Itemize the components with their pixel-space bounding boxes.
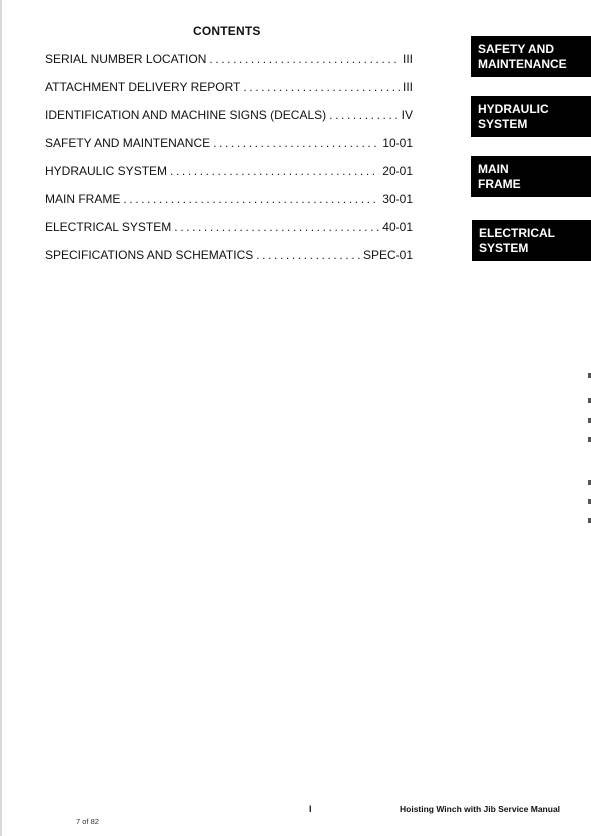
- toc-entry-label: SPECIFICATIONS AND SCHEMATICS: [45, 248, 254, 262]
- toc-leader-dots: [174, 220, 379, 234]
- tab-label-line2: FRAME: [478, 176, 521, 191]
- toc-entry-label: ELECTRICAL SYSTEM: [45, 220, 172, 234]
- toc-entry-label: HYDRAULIC SYSTEM: [45, 164, 168, 178]
- toc-leader-dots: [256, 248, 360, 262]
- toc-leader-dots: [243, 80, 400, 94]
- footer-manual-title: Hoisting Winch with Jib Service Manual: [400, 804, 561, 814]
- toc-entry-serial-number-location[interactable]: [45, 52, 413, 68]
- toc-leader-dots: [123, 192, 379, 206]
- footer-page-number: I: [309, 804, 312, 814]
- tab-label-line1: ELECTRICAL: [479, 226, 555, 240]
- tab-label-line2: MAINTENANCE: [478, 56, 567, 71]
- toc-entry-electrical-system[interactable]: [45, 220, 413, 236]
- toc-entry-attachment-delivery-report[interactable]: [45, 80, 413, 96]
- contents-title: CONTENTS: [193, 24, 261, 38]
- page-edge-line: [0, 0, 2, 836]
- toc-entry-page: 20-01: [382, 164, 413, 178]
- toc-entry-page: IV: [401, 108, 413, 122]
- toc-leader-dots: [170, 164, 379, 178]
- section-tab-safety-and-maintenance[interactable]: [471, 36, 591, 77]
- toc-entry-page: 40-01: [382, 220, 413, 234]
- footer-page-count: 7 of 82: [76, 817, 99, 826]
- tab-label-line1: SAFETY AND: [478, 42, 555, 56]
- toc-entry-main-frame[interactable]: [45, 192, 413, 208]
- toc-entry-label: MAIN FRAME: [45, 192, 121, 206]
- tab-label-line2: SYSTEM: [478, 116, 528, 131]
- section-tab-main-frame[interactable]: [471, 156, 591, 197]
- section-tab-hydraulic-system[interactable]: [471, 96, 591, 137]
- toc-entry-label: ATTACHMENT DELIVERY REPORT: [45, 80, 241, 94]
- tab-label-line1: MAIN: [478, 162, 509, 176]
- toc-entry-label: SAFETY AND MAINTENANCE: [45, 136, 211, 150]
- toc-leader-dots: [209, 52, 400, 66]
- toc-entry-page: SPEC-01: [362, 248, 413, 262]
- toc-entry-safety-and-maintenance[interactable]: [45, 136, 413, 152]
- toc-leader-dots: [329, 108, 399, 122]
- toc-entry-page: III: [402, 52, 413, 66]
- tab-label-line2: SYSTEM: [479, 240, 529, 255]
- toc-entry-hydraulic-system[interactable]: [45, 164, 413, 180]
- toc-entry-specifications-and-schematics[interactable]: [45, 248, 413, 264]
- toc-entry-identification-and-machine-signs[interactable]: [45, 108, 413, 124]
- toc-entry-page: III: [402, 80, 413, 94]
- toc-entry-page: 10-01: [382, 136, 413, 150]
- section-tab-electrical-system[interactable]: [472, 220, 591, 261]
- tab-label-line1: HYDRAULIC: [478, 102, 549, 116]
- toc-leader-dots: [213, 136, 379, 150]
- toc-entry-label: SERIAL NUMBER LOCATION: [45, 52, 207, 66]
- toc-entry-page: 30-01: [382, 192, 413, 206]
- toc-entry-label: IDENTIFICATION AND MACHINE SIGNS (DECALS): [45, 108, 327, 122]
